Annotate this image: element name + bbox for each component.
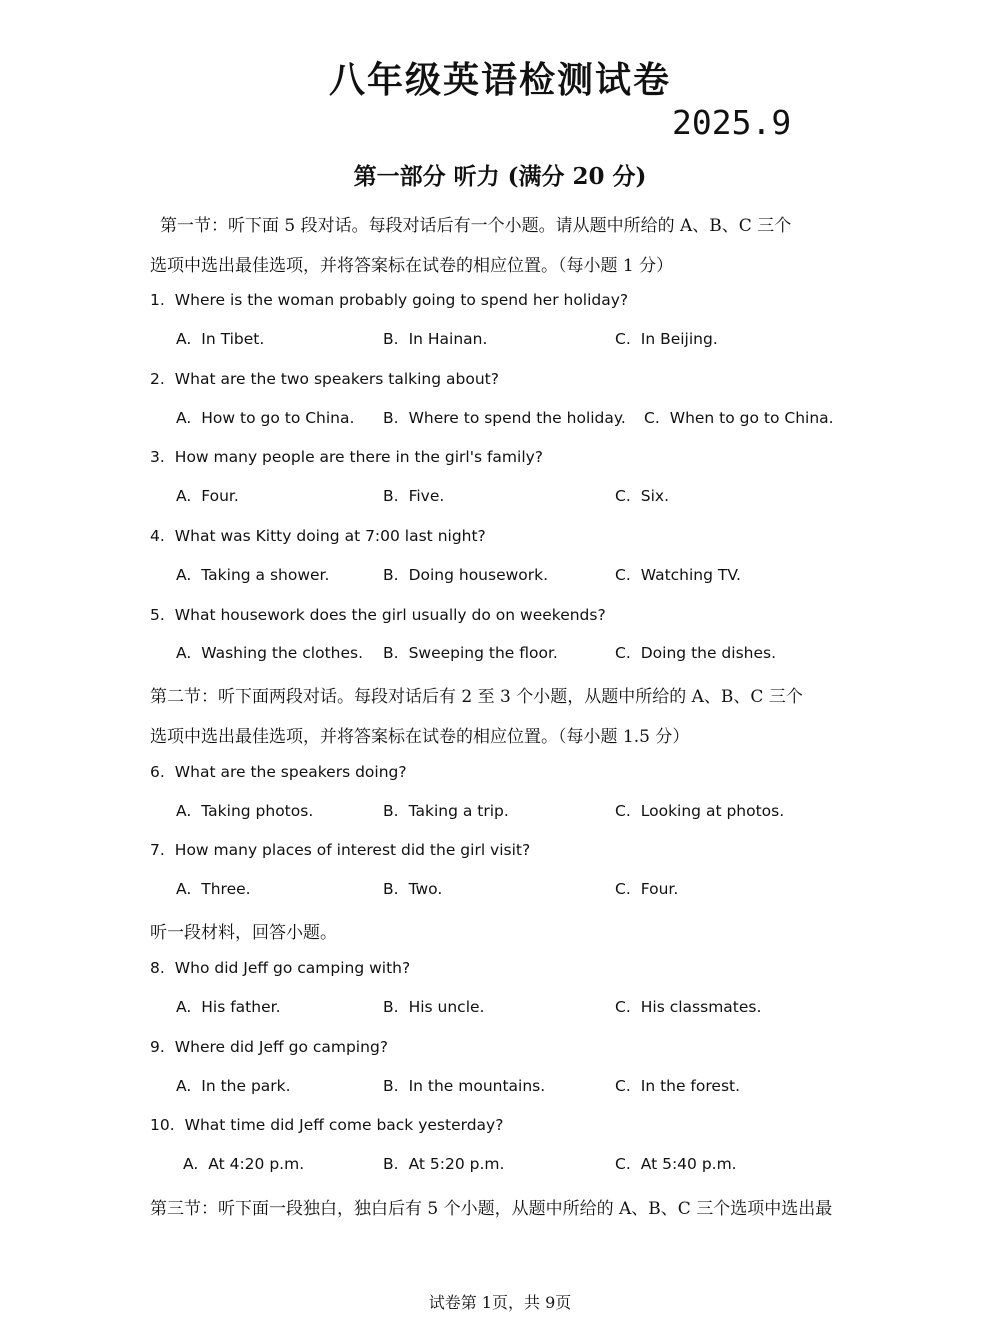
question-text: How many places of interest did the girl visit? [174,841,531,859]
question-5 [150,606,606,624]
listen-note: 听一段材料，回答小题。 [150,923,337,943]
option-a[interactable]: A. Washing the clothes. [176,644,364,662]
section3-instruction-line1: 第三节：听下面一段独白，独白后有 5 个小题，从题中所给的 A、B、C 三个选项中选出最 [150,1199,833,1219]
section2-instruction-line2: 选项中选出最佳选项，并将答案标在试卷的相应位置。（每小题 1.5 分） [150,727,690,747]
question-text: What are the two speakers talking about? [174,370,499,388]
question-text: How many people are there in the girl's family? [174,448,544,466]
option-c[interactable]: C. In the forest. [615,1077,741,1095]
option-b[interactable]: B. In the mountains. [383,1077,546,1095]
option-a[interactable]: A. In Tibet. [176,330,265,348]
options-row-3 [0,487,1000,511]
options-row-5 [0,644,1000,668]
exam-date: 2025.9 [672,103,792,142]
option-b[interactable]: B. Where to spend the holiday. [383,409,626,427]
question-text: Where did Jeff go camping? [174,1038,389,1056]
option-c[interactable]: C. Doing the dishes. [615,644,777,662]
options-row-10 [0,1155,1000,1179]
option-c[interactable]: C. Looking at photos. [615,802,785,820]
question-number: 6. [150,763,165,781]
option-c[interactable]: C. Four. [615,880,679,898]
question-10 [150,1116,503,1134]
question-text: Who did Jeff go camping with? [174,959,411,977]
option-b[interactable]: B. Taking a trip. [383,802,509,820]
question-text: What are the speakers doing? [174,763,407,781]
option-c[interactable]: C. Watching TV. [615,566,741,584]
option-a[interactable]: A. Taking a shower. [176,566,330,584]
options-row-1 [0,330,1000,354]
option-c[interactable]: C. Six. [615,487,669,505]
option-b[interactable]: B. In Hainan. [383,330,488,348]
question-8 [150,959,410,977]
question-text: What time did Jeff come back yesterday? [184,1116,504,1134]
question-number: 4. [150,527,165,545]
question-9 [150,1038,388,1056]
exam-title: 八年级英语检测试卷 [328,59,671,101]
question-text: What housework does the girl usually do on weekends? [174,606,606,624]
option-a[interactable]: A. Four. [176,487,239,505]
option-b[interactable]: B. Five. [383,487,445,505]
options-row-2 [0,409,1000,433]
question-7 [150,841,530,859]
option-b[interactable]: B. Doing housework. [383,566,549,584]
section2-instruction-line1: 第二节：听下面两段对话。每段对话后有 2 至 3 个小题，从题中所给的 A、B、C 三个 [150,687,803,707]
option-c[interactable]: C. His classmates. [615,998,762,1016]
question-number: 8. [150,959,165,977]
option-a[interactable]: A. How to go to China. [176,409,355,427]
options-row-4 [0,566,1000,590]
option-c[interactable]: C. In Beijing. [615,330,718,348]
part-title: 第一部分 听力 (满分 20 分) [353,163,647,190]
option-a[interactable]: A. At 4:20 p.m. [183,1155,305,1173]
question-number: 10. [150,1116,175,1134]
question-1 [150,291,628,309]
question-6 [150,763,407,781]
question-text: Where is the woman probably going to spend her holiday? [174,291,629,309]
option-b[interactable]: B. At 5:20 p.m. [383,1155,505,1173]
question-number: 5. [150,606,165,624]
question-number: 3. [150,448,165,466]
options-row-9 [0,1077,1000,1101]
question-2 [150,370,499,388]
option-c[interactable]: C. At 5:40 p.m. [615,1155,737,1173]
option-b[interactable]: B. His uncle. [383,998,485,1016]
page-footer: 试卷第 1页，共 9页 [428,1293,572,1312]
question-4 [150,527,486,545]
question-3 [150,448,543,466]
question-text: What was Kitty doing at 7:00 last night? [174,527,486,545]
question-number: 2. [150,370,165,388]
option-a[interactable]: A. Taking photos. [176,802,314,820]
option-a[interactable]: A. His father. [176,998,281,1016]
question-number: 7. [150,841,165,859]
options-row-7 [0,880,1000,904]
option-b[interactable]: B. Sweeping the floor. [383,644,558,662]
question-number: 9. [150,1038,165,1056]
options-row-6 [0,802,1000,826]
option-c[interactable]: C. When to go to China. [644,409,834,427]
option-a[interactable]: A. In the park. [176,1077,291,1095]
section1-instruction-line1: 第一节：听下面 5 段对话。每段对话后有一个小题。请从题中所给的 A、B、C 三个 [160,216,792,236]
options-row-8 [0,998,1000,1022]
section1-instruction-line2: 选项中选出最佳选项，并将答案标在试卷的相应位置。（每小题 1 分） [150,256,674,276]
option-a[interactable]: A. Three. [176,880,251,898]
question-number: 1. [150,291,165,309]
option-b[interactable]: B. Two. [383,880,443,898]
